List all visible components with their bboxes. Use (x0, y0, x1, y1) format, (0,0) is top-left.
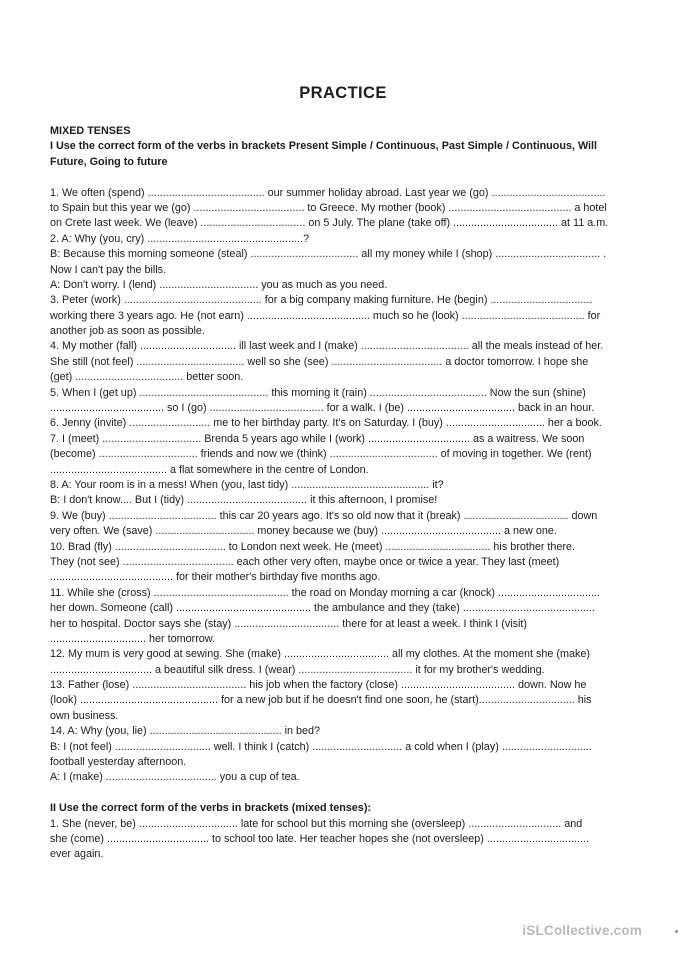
text-line: 4. My mother (fall) ................................ ill last week and I (make) .................................... all the meals instead of her. (50, 340, 604, 353)
text-line: She still (not feel) .................................... well so she (see) ..................................... a doctor tomorrow. I hope she (50, 355, 589, 368)
text-line: 3. Peter (work) .............................................. for a big company making furniture. He (begin) .................................. (50, 294, 593, 307)
text-line: 7. I (meet) ................................. Brenda 5 years ago while I (work) .................................. as a waitress. We soon (50, 432, 585, 445)
text-line: on Crete last week. We (leave) ................................... on 5 July. The plane (take off) ................................... at 11 a.m. (50, 217, 609, 230)
worksheet-body (50, 124, 651, 863)
text-line: A: I (make) ..................................... you a cup of tea. (50, 771, 300, 784)
text-line: 2. A: Why (you, cry) ....................................................? (50, 232, 310, 245)
text-line: 6. Jenny (invite) ........................... me to her birthday party. It's on Saturday. I (buy) ................................. her a book. (50, 417, 602, 430)
stray-dot (675, 930, 678, 933)
text-line: ever again. (50, 848, 104, 861)
text-line: another job as soon as possible. (50, 325, 205, 338)
text-line: 13. Father (lose) ...................................... his job when the factory (close) ...................................... down. Now he (50, 679, 587, 692)
page-title: PRACTICE (299, 84, 387, 102)
text-line: 12. My mum is very good at sewing. She (make) ................................... all my clothes. At the moment she (make) (50, 648, 591, 661)
text-line: Now I can't pay the bills. (50, 263, 167, 276)
text-line: 11. While she (cross) ............................................. the road on Monday morning a car (knock) .................................. (50, 586, 601, 599)
text-line: B: Because this morning someone (steal) .................................... all my money while I (shop) ................................... . (50, 248, 607, 261)
text-line: 8. A: Your room is in a mess! When (you, last tidy) .............................................. it? (50, 478, 444, 491)
text-line: .................................. a beautiful silk dress. I (wear) ...................................... it for my brother's wedding. (50, 663, 545, 676)
text-line: (become) ................................. friends and now we (think) .................................... of moving in together. We (rent) (50, 448, 592, 461)
text-line: her down. Someone (call) ............................................. the ambulance and they (take) ............................................ (50, 602, 595, 615)
blank-line (50, 786, 651, 801)
text-line: her to hospital. Doctor says she (stay) ................................... there for at least a week. I think I (visit) (50, 617, 528, 630)
exercise2-text (50, 817, 651, 863)
exercise1-text (50, 186, 651, 786)
text-line: 5. When I (get up) ........................................... this morning it (rain) ....................................... Now the sun (shine) (50, 386, 586, 399)
text-line: working there 3 years ago. He (not earn) ......................................... much so he (look) ......................................... for (50, 309, 601, 322)
text-line: she (come) .................................. to school too late. Her teacher hopes she (not oversleep) .................................. (50, 832, 589, 845)
text-line: ...................................... so I (go) ...................................... for a walk. I (be) .................................... back in an hour. (50, 402, 595, 415)
text-line: (look) .............................................. for a new job but if he doesn't find one soon, he (start)................................ his (50, 694, 592, 707)
section1-instructions (50, 139, 651, 170)
islcollective-watermark: iSLCollective.com (522, 923, 642, 938)
text-line: to Spain but this year we (go) ..................................... to Greece. My mother (book) ......................................... a hotel (50, 201, 607, 214)
text-line: 10. Brad (fly) ..................................... to London next week. He (meet) ................................... his brother there. (50, 540, 576, 553)
blank-line (50, 170, 651, 185)
instruction-line: Future, Going to future (50, 155, 168, 168)
text-line: very often. We (save) ................................. money because we (buy) ........................................ a new one. (50, 525, 557, 538)
text-line: ......................................... for their mother's birthday five months ago. (50, 571, 381, 584)
section2-heading: II Use the correct form of the verbs in brackets (mixed tenses): (50, 802, 372, 815)
text-line: A: Don't worry. I (lend) ................................. you as much as you need. (50, 278, 388, 291)
text-line: ....................................... a flat somewhere in the centre of London. (50, 463, 369, 476)
text-line: 14. A: Why (you, lie) ............................................ in bed? (50, 725, 321, 738)
text-line: ................................ her tomorrow. (50, 632, 215, 645)
text-line: football yesterday afternoon. (50, 756, 187, 769)
text-line: 9. We (buy) .................................... this car 20 years ago. It's so old now that it (break) ................................... down (50, 509, 598, 522)
text-line: B: I don't know.... But I (tidy) ........................................ it this afternoon, I promise! (50, 494, 438, 507)
instruction-line: I Use the correct form of the verbs in brackets Present Simple / Continuous, Past Simple / Continuous, Will (50, 140, 598, 153)
text-line: They (not see) ..................................... each other very often, maybe once or twice a year. They last (meet) (50, 555, 560, 568)
section1-heading: MIXED TENSES (50, 125, 131, 137)
text-line: (get) .................................... better soon. (50, 371, 244, 384)
text-line: 1. We often (spend) ....................................... our summer holiday abroad. Last year we (go) ...................................... (50, 186, 606, 199)
text-line: 1. She (never, be) ................................. late for school but this morning she (oversleep) ............................... and (50, 817, 583, 830)
text-line: B: I (not feel) ................................ well. I think I (catch) .............................. a cold when I (play) .............................. (50, 740, 592, 753)
text-line: own business. (50, 709, 119, 722)
